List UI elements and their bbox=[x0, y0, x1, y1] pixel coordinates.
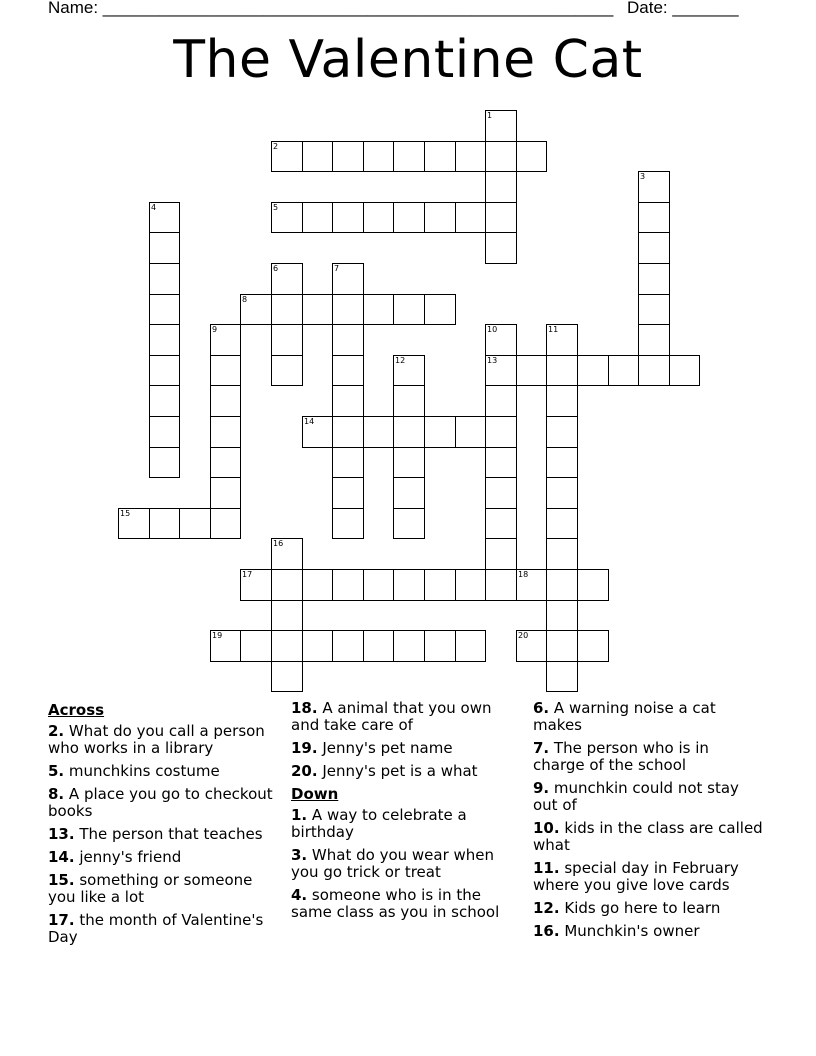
down-clue: 16. Munchkin's owner bbox=[533, 922, 700, 940]
grid-cell[interactable] bbox=[240, 630, 272, 662]
grid-cell[interactable] bbox=[210, 630, 241, 662]
date-field[interactable]: Date: _______ bbox=[627, 0, 739, 17]
clue-number: 3 bbox=[640, 172, 646, 181]
grid-cell[interactable] bbox=[302, 294, 333, 325]
down-clue: 6. A warning noise a cat makes bbox=[533, 699, 716, 734]
grid-cell[interactable] bbox=[393, 294, 425, 325]
grid-cell[interactable] bbox=[455, 141, 486, 172]
grid-cell[interactable] bbox=[485, 569, 517, 601]
grid-cell[interactable] bbox=[332, 508, 364, 539]
clue-number: 6 bbox=[273, 264, 279, 273]
grid-cell[interactable] bbox=[363, 202, 394, 233]
grid-cell[interactable] bbox=[393, 385, 425, 417]
grid-cell[interactable] bbox=[363, 569, 394, 601]
across-clue: 18. A animal that you own and take care of bbox=[291, 699, 492, 734]
grid-cell[interactable] bbox=[302, 416, 333, 448]
grid-cell[interactable] bbox=[546, 447, 578, 478]
grid-cell[interactable] bbox=[546, 324, 578, 356]
grid-cell[interactable] bbox=[240, 294, 272, 325]
grid-cell[interactable] bbox=[485, 385, 517, 417]
grid-cell[interactable] bbox=[516, 355, 547, 386]
grid-cell[interactable] bbox=[271, 661, 303, 692]
grid-cell[interactable] bbox=[424, 202, 456, 233]
grid-cell[interactable] bbox=[271, 141, 303, 172]
down-clue: 10. kids in the class are called what bbox=[533, 819, 763, 854]
grid-cell[interactable] bbox=[210, 416, 241, 448]
grid-cell[interactable] bbox=[424, 294, 456, 325]
grid-cell[interactable] bbox=[485, 447, 517, 478]
clue-number: 11 bbox=[548, 325, 559, 334]
clue-number: 18 bbox=[518, 570, 529, 579]
grid-cell[interactable] bbox=[546, 416, 578, 448]
grid-cell[interactable] bbox=[424, 630, 456, 662]
grid-cell[interactable] bbox=[271, 263, 303, 295]
clue-number: 16 bbox=[273, 539, 284, 548]
grid-cell[interactable] bbox=[546, 477, 578, 509]
down-clue: 11. special day in February where you give love cards bbox=[533, 859, 739, 894]
grid-cell[interactable] bbox=[149, 232, 180, 264]
clue-number: 19 bbox=[212, 631, 223, 640]
across-clue: 20. Jenny's pet is a what bbox=[291, 762, 478, 780]
grid-cell[interactable] bbox=[638, 263, 670, 295]
clue-number: 2 bbox=[273, 142, 279, 151]
grid-cell[interactable] bbox=[393, 202, 425, 233]
grid-cell[interactable] bbox=[271, 324, 303, 356]
grid-cell[interactable] bbox=[363, 141, 394, 172]
grid-cell[interactable] bbox=[363, 294, 394, 325]
grid-cell[interactable] bbox=[638, 294, 670, 325]
grid-cell[interactable] bbox=[455, 630, 486, 662]
puzzle-title: The Valentine Cat bbox=[173, 30, 643, 90]
clue-number: 4 bbox=[151, 203, 157, 212]
grid-cell[interactable] bbox=[363, 630, 394, 662]
clues-column-2 bbox=[291, 700, 521, 927]
grid-cell[interactable] bbox=[669, 355, 700, 386]
grid-cell[interactable] bbox=[332, 416, 364, 448]
down-clue: 7. The person who is in charge of the school bbox=[533, 739, 709, 774]
grid-cell[interactable] bbox=[332, 355, 364, 386]
clue-number: 13 bbox=[487, 356, 498, 365]
across-clue: 8. A place you go to checkout books bbox=[48, 785, 273, 820]
grid-cell[interactable] bbox=[485, 141, 517, 172]
grid-cell[interactable] bbox=[455, 202, 486, 233]
grid-cell[interactable] bbox=[577, 630, 609, 662]
grid-cell[interactable] bbox=[393, 630, 425, 662]
grid-cell[interactable] bbox=[332, 447, 364, 478]
grid-cell[interactable] bbox=[546, 600, 578, 631]
grid-cell[interactable] bbox=[332, 630, 364, 662]
grid-cell[interactable] bbox=[485, 110, 517, 142]
grid-cell[interactable] bbox=[577, 355, 609, 386]
grid-cell[interactable] bbox=[271, 600, 303, 631]
grid-cell[interactable] bbox=[638, 202, 670, 233]
grid-cell[interactable] bbox=[302, 569, 333, 601]
grid-cell[interactable] bbox=[393, 569, 425, 601]
grid-cell[interactable] bbox=[455, 416, 486, 448]
grid-cell[interactable] bbox=[149, 447, 180, 478]
grid-cell[interactable] bbox=[332, 294, 364, 325]
grid-cell[interactable] bbox=[424, 141, 456, 172]
grid-cell[interactable] bbox=[271, 294, 303, 325]
grid-cell[interactable] bbox=[393, 447, 425, 478]
grid-cell[interactable] bbox=[485, 477, 517, 509]
grid-cell[interactable] bbox=[302, 141, 333, 172]
grid-cell[interactable] bbox=[302, 630, 333, 662]
clue-number: 1 bbox=[487, 111, 493, 120]
grid-cell[interactable] bbox=[271, 569, 303, 601]
grid-cell[interactable] bbox=[516, 630, 547, 662]
grid-cell[interactable] bbox=[393, 141, 425, 172]
grid-cell[interactable] bbox=[271, 355, 303, 386]
clue-number: 9 bbox=[212, 325, 218, 334]
grid-cell[interactable] bbox=[393, 355, 425, 386]
grid-cell[interactable] bbox=[149, 416, 180, 448]
grid-cell[interactable] bbox=[424, 569, 456, 601]
across-heading: Across bbox=[48, 701, 105, 719]
grid-cell[interactable] bbox=[485, 355, 517, 386]
grid-cell[interactable] bbox=[332, 385, 364, 417]
grid-cell[interactable] bbox=[332, 202, 364, 233]
clue-number: 20 bbox=[518, 631, 529, 640]
grid-cell[interactable] bbox=[332, 477, 364, 509]
grid-cell[interactable] bbox=[608, 355, 639, 386]
grid-cell[interactable] bbox=[210, 355, 241, 386]
clue-number: 8 bbox=[242, 295, 248, 304]
grid-cell[interactable] bbox=[485, 508, 517, 539]
clue-number: 17 bbox=[242, 570, 253, 579]
grid-cell[interactable] bbox=[302, 202, 333, 233]
across-clue: 19. Jenny's pet name bbox=[291, 739, 453, 757]
grid-cell[interactable] bbox=[455, 569, 486, 601]
grid-cell[interactable] bbox=[638, 355, 670, 386]
down-heading: Down bbox=[291, 785, 339, 803]
clues-column-3 bbox=[533, 700, 763, 946]
grid-cell[interactable] bbox=[363, 416, 394, 448]
grid-cell[interactable] bbox=[546, 508, 578, 539]
grid-cell[interactable] bbox=[210, 324, 241, 356]
grid-cell[interactable] bbox=[546, 569, 578, 601]
grid-cell[interactable] bbox=[149, 355, 180, 386]
across-clue: 2. What do you call a person who works in a library bbox=[48, 722, 265, 757]
grid-cell[interactable] bbox=[332, 141, 364, 172]
grid-cell[interactable] bbox=[516, 569, 547, 601]
clue-number: 7 bbox=[334, 264, 340, 273]
down-clue: 12. Kids go here to learn bbox=[533, 899, 721, 917]
grid-cell[interactable] bbox=[149, 202, 180, 233]
name-field[interactable]: Name: ______________________________________________________ bbox=[48, 0, 614, 17]
across-clue: 13. The person that teaches bbox=[48, 825, 263, 843]
grid-cell[interactable] bbox=[271, 202, 303, 233]
down-clue: 4. someone who is in the same class as you in school bbox=[291, 886, 500, 921]
grid-cell[interactable] bbox=[638, 232, 670, 264]
grid-cell[interactable] bbox=[424, 416, 456, 448]
grid-cell[interactable] bbox=[485, 324, 517, 356]
grid-cell[interactable] bbox=[485, 202, 517, 233]
grid-cell[interactable] bbox=[638, 171, 670, 203]
grid-cell[interactable] bbox=[577, 569, 609, 601]
across-clue: 5. munchkins costume bbox=[48, 762, 220, 780]
grid-cell[interactable] bbox=[332, 569, 364, 601]
down-clue: 1. A way to celebrate a birthday bbox=[291, 806, 467, 841]
grid-cell[interactable] bbox=[485, 416, 517, 448]
clue-number: 15 bbox=[120, 509, 131, 518]
grid-cell[interactable] bbox=[118, 508, 150, 539]
grid-cell[interactable] bbox=[210, 477, 241, 509]
grid-cell[interactable] bbox=[210, 385, 241, 417]
clue-number: 5 bbox=[273, 203, 279, 212]
grid-cell[interactable] bbox=[210, 447, 241, 478]
clue-number: 10 bbox=[487, 325, 498, 334]
grid-cell[interactable] bbox=[332, 324, 364, 356]
clues-column-1 bbox=[48, 700, 283, 952]
across-clue: 17. the month of Valentine's Day bbox=[48, 911, 264, 946]
grid-cell[interactable] bbox=[546, 661, 578, 692]
grid-cell[interactable] bbox=[240, 569, 272, 601]
grid-cell[interactable] bbox=[149, 294, 180, 325]
grid-cell[interactable] bbox=[210, 508, 241, 539]
grid-cell[interactable] bbox=[485, 171, 517, 203]
grid-cell[interactable] bbox=[546, 385, 578, 417]
grid-cell[interactable] bbox=[149, 324, 180, 356]
across-clue: 15. something or someone you like a lot bbox=[48, 871, 253, 906]
grid-cell[interactable] bbox=[271, 630, 303, 662]
grid-cell[interactable] bbox=[393, 477, 425, 509]
grid-cell[interactable] bbox=[149, 508, 180, 539]
grid-cell[interactable] bbox=[393, 416, 425, 448]
grid-cell[interactable] bbox=[638, 324, 670, 356]
grid-cell[interactable] bbox=[485, 232, 517, 264]
grid-cell[interactable] bbox=[271, 538, 303, 570]
grid-cell[interactable] bbox=[393, 508, 425, 539]
grid-cell[interactable] bbox=[332, 263, 364, 295]
grid-cell[interactable] bbox=[485, 538, 517, 570]
clue-number: 12 bbox=[395, 356, 406, 365]
across-clue: 14. jenny's friend bbox=[48, 848, 182, 866]
grid-cell[interactable] bbox=[149, 263, 180, 295]
grid-cell[interactable] bbox=[546, 538, 578, 570]
clue-number: 14 bbox=[304, 417, 315, 426]
grid-cell[interactable] bbox=[179, 508, 211, 539]
grid-cell[interactable] bbox=[546, 630, 578, 662]
grid-cell[interactable] bbox=[516, 141, 547, 172]
grid-cell[interactable] bbox=[546, 355, 578, 386]
grid-cell[interactable] bbox=[149, 385, 180, 417]
down-clue: 9. munchkin could not stay out of bbox=[533, 779, 739, 814]
down-clue: 3. What do you wear when you go trick or treat bbox=[291, 846, 495, 881]
